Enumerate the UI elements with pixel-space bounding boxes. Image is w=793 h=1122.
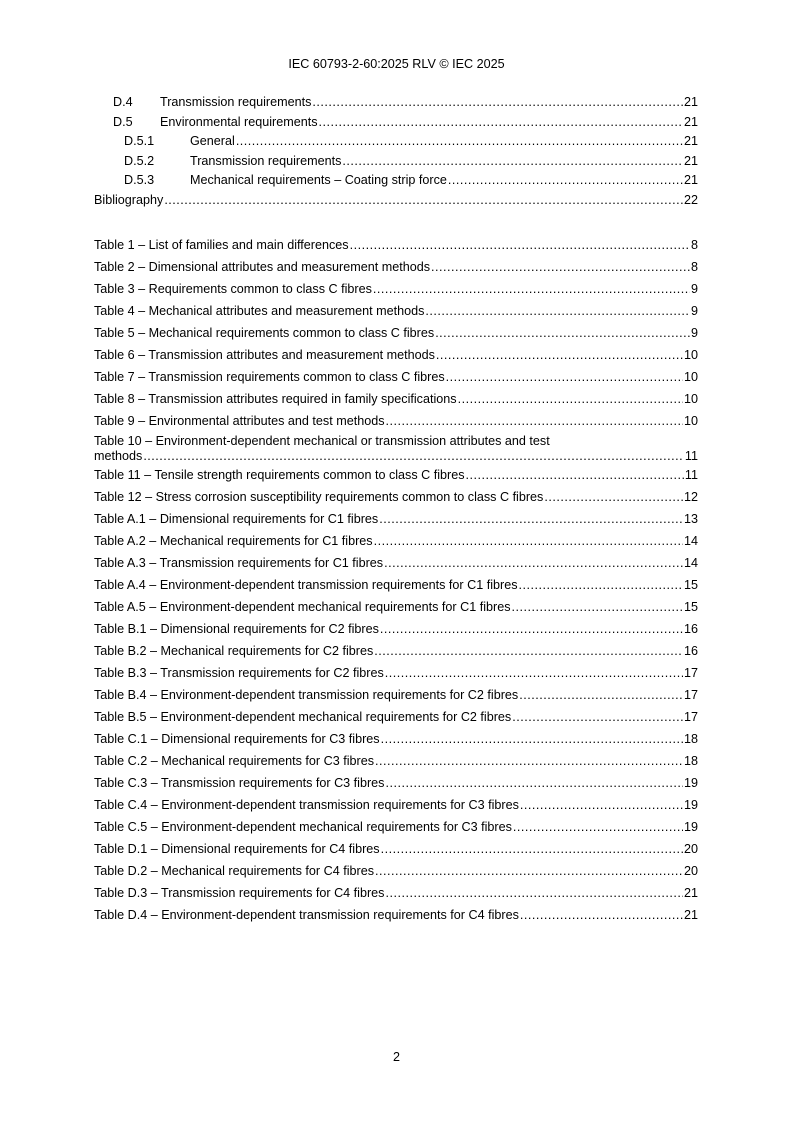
dot-leader <box>380 618 683 640</box>
toc-entry-page: 21 <box>683 134 698 149</box>
toc-table-page: 19 <box>683 798 698 812</box>
dot-leader <box>544 486 683 508</box>
toc-table-title: Table B.1 – Dimensional requirements for C2 fibres <box>94 622 379 636</box>
toc-table-page: 20 <box>683 864 698 878</box>
dot-leader <box>375 750 683 772</box>
dot-leader <box>435 322 690 344</box>
toc-table-page: 21 <box>683 886 698 900</box>
toc-table-page: 21 <box>683 908 698 922</box>
toc-entry[interactable] <box>94 93 698 113</box>
dot-leader <box>512 596 683 618</box>
toc-table-entry[interactable] <box>94 860 698 882</box>
toc-table-title: Table A.3 – Transmission requirements for C1 fibres <box>94 556 384 570</box>
dot-leader <box>386 410 683 432</box>
dot-leader <box>385 662 683 684</box>
toc-table-entry[interactable] <box>94 300 698 322</box>
toc-table-entry[interactable] <box>94 640 698 662</box>
toc-table-entry[interactable] <box>94 234 698 256</box>
toc-table-page: 10 <box>683 348 698 362</box>
toc-table-entry[interactable] <box>94 794 698 816</box>
toc-table-page: 9 <box>690 326 698 340</box>
toc-entry[interactable] <box>94 171 698 191</box>
toc-entry[interactable] <box>94 152 698 172</box>
dot-leader <box>164 191 683 211</box>
toc-table-entry[interactable] <box>94 388 698 410</box>
toc-entry-title: Transmission requirements <box>190 153 342 168</box>
dot-leader <box>143 449 684 464</box>
toc-table-entry[interactable] <box>94 322 698 344</box>
toc-table-page: 18 <box>683 754 698 768</box>
toc-table-title: Table 11 – Tensile strength requirements common to class C fibres <box>94 468 465 482</box>
toc-entry-title: Transmission requirements <box>160 95 312 109</box>
toc-table-title: Table C.1 – Dimensional requirements for C3 fibres <box>94 732 380 746</box>
dot-leader <box>520 794 683 816</box>
toc-table-entry[interactable] <box>94 530 698 552</box>
page-header: IEC 60793-2-60:2025 RLV © IEC 2025 <box>288 57 505 71</box>
toc-entry-page: 21 <box>683 153 698 168</box>
dot-leader <box>384 552 683 574</box>
dot-leader <box>350 234 690 256</box>
toc-table-entry[interactable] <box>94 618 698 640</box>
toc-entry[interactable] <box>94 113 698 133</box>
toc-table-entry[interactable] <box>94 410 698 432</box>
toc-table-page: 19 <box>683 820 698 834</box>
dot-leader <box>236 132 683 152</box>
toc-table-title: Table A.5 – Environment-dependent mechanical requirements for C1 fibres <box>94 600 511 614</box>
toc-table-title: Table D.1 – Dimensional requirements for C4 fibres <box>94 842 380 856</box>
toc-table-entry[interactable] <box>94 882 698 904</box>
toc-table-page: 15 <box>683 600 698 614</box>
dot-leader <box>319 113 683 133</box>
toc-table-title: Table 4 – Mechanical attributes and measurement methods <box>94 304 425 318</box>
toc-table-page: 20 <box>683 842 698 856</box>
toc-table-entry[interactable] <box>94 278 698 300</box>
dot-leader <box>385 772 683 794</box>
toc-table-entry[interactable] <box>94 432 698 464</box>
toc-table-title: Table A.2 – Mechanical requirements for C1 fibres <box>94 534 373 548</box>
toc-table-page: 12 <box>683 490 698 504</box>
toc-entry-page: 22 <box>683 192 698 207</box>
dot-leader <box>375 860 683 882</box>
toc-table-page: 14 <box>683 556 698 570</box>
toc-table-page: 9 <box>690 304 698 318</box>
toc-table-page: 18 <box>683 732 698 746</box>
toc-table-entry[interactable] <box>94 904 698 926</box>
dot-leader <box>374 530 683 552</box>
toc-table-page: 9 <box>690 282 698 296</box>
dot-leader <box>519 684 683 706</box>
toc-table-page: 16 <box>683 644 698 658</box>
toc-entry-page: 21 <box>683 95 698 109</box>
dot-leader <box>425 300 690 322</box>
toc-table-title: Table 2 – Dimensional attributes and measurement methods <box>94 260 431 274</box>
toc-table-title: Table 7 – Transmission requirements common to class C fibres <box>94 370 445 384</box>
page-number: 2 <box>392 1050 400 1064</box>
toc-table-title: Table B.5 – Environment-dependent mechanical requirements for C2 fibres <box>94 710 512 724</box>
toc-table-title: Table A.4 – Environment-dependent transmission requirements for C1 fibres <box>94 578 518 592</box>
dot-leader <box>458 388 683 410</box>
toc-entry[interactable] <box>94 132 698 152</box>
toc-table-title: Table 12 – Stress corrosion susceptibility requirements common to class C fibres <box>94 490 544 504</box>
toc-table-title: Table B.4 – Environment-dependent transmission requirements for C2 fibres <box>94 688 519 702</box>
toc-table-title: Table 6 – Transmission attributes and measurement methods <box>94 348 435 362</box>
toc-table-title: Table A.1 – Dimensional requirements for C1 fibres <box>94 512 379 526</box>
toc-entry-number: D.5.1 <box>124 134 155 149</box>
toc-table-entry[interactable] <box>94 772 698 794</box>
toc-table-page: 17 <box>683 666 698 680</box>
toc-table-title: Table C.4 – Environment-dependent transmission requirements for C3 fibres <box>94 798 519 812</box>
dot-leader <box>379 508 683 530</box>
toc-table-entry[interactable] <box>94 552 698 574</box>
list-of-tables <box>94 234 698 926</box>
toc-table-page: 8 <box>690 260 698 274</box>
toc-table-title: Table 9 – Environmental attributes and test methods <box>94 414 385 428</box>
toc-entry[interactable] <box>94 191 698 211</box>
dot-leader <box>520 904 683 926</box>
toc-table-entry[interactable] <box>94 684 698 706</box>
dot-leader <box>513 816 683 838</box>
toc-table-title: Table B.2 – Mechanical requirements for C2 fibres <box>94 644 374 658</box>
toc-table-entry[interactable] <box>94 508 698 530</box>
toc-table-page: 11 <box>684 449 698 463</box>
toc-table-page: 10 <box>683 392 698 406</box>
toc-table-title: Table D.4 – Environment-dependent transmission requirements for C4 fibres <box>94 908 519 922</box>
toc-entry-page: 21 <box>683 114 698 129</box>
toc-table-page: 15 <box>683 578 698 592</box>
toc-table-title: Table 5 – Mechanical requirements common to class C fibres <box>94 326 435 340</box>
dot-leader <box>446 366 683 388</box>
dot-leader <box>512 706 683 728</box>
toc-table-page: 11 <box>684 468 698 482</box>
toc-table-title: Table D.2 – Mechanical requirements for C4 fibres <box>94 864 374 878</box>
toc-table-page: 13 <box>683 512 698 526</box>
toc-table-page: 10 <box>683 370 698 384</box>
toc-table-page: 19 <box>683 776 698 790</box>
toc-table-entry[interactable] <box>94 838 698 860</box>
dot-leader <box>436 344 683 366</box>
toc-table-title: Table 8 – Transmission attributes required in family specifications <box>94 392 457 406</box>
dot-leader <box>381 728 683 750</box>
toc-table-title: Table 3 – Requirements common to class C fibres <box>94 282 372 296</box>
dot-leader <box>374 640 683 662</box>
toc-table-title: Table C.3 – Transmission requirements for C3 fibres <box>94 776 385 790</box>
dot-leader <box>312 93 683 113</box>
toc-table-title: Table 10 – Environment-dependent mechanical or transmission attributes and test <box>94 434 550 448</box>
toc-table-entry[interactable] <box>94 662 698 684</box>
toc-table-title: Table B.3 – Transmission requirements for C2 fibres <box>94 666 384 680</box>
dot-leader <box>431 256 690 278</box>
toc-entry-title: General <box>190 134 235 149</box>
toc-table-page: 14 <box>683 534 698 548</box>
toc-table-entry[interactable] <box>94 486 698 508</box>
toc-sections <box>94 93 698 211</box>
dot-leader <box>448 171 683 191</box>
toc-table-page: 10 <box>683 414 698 428</box>
dot-leader <box>342 152 683 172</box>
dot-leader <box>381 838 683 860</box>
toc-table-page: 17 <box>683 688 698 702</box>
dot-leader <box>519 574 683 596</box>
toc-table-entry[interactable] <box>94 816 698 838</box>
toc-table-entry[interactable] <box>94 574 698 596</box>
toc-entry-number: D.4 <box>113 95 133 109</box>
toc-entry-number: D.5 <box>113 114 133 129</box>
toc-table-entry[interactable] <box>94 256 698 278</box>
toc-table-page: 17 <box>683 710 698 724</box>
toc-table-entry[interactable] <box>94 750 698 772</box>
toc-table-title: Table 1 – List of families and main differences <box>94 238 349 252</box>
toc-table-entry[interactable] <box>94 464 698 486</box>
dot-leader <box>466 464 684 486</box>
toc-entry-title: Bibliography <box>94 192 164 207</box>
toc-entry-title: Mechanical requirements – Coating strip force <box>190 173 447 188</box>
toc-table-title: Table C.2 – Mechanical requirements for C3 fibres <box>94 754 374 768</box>
toc-table-page: 16 <box>683 622 698 636</box>
toc-table-title-cont: methods <box>94 449 143 463</box>
toc-table-entry[interactable] <box>94 344 698 366</box>
dot-leader <box>373 278 690 300</box>
toc-table-entry[interactable] <box>94 706 698 728</box>
toc-table-entry[interactable] <box>94 596 698 618</box>
toc-table-title: Table C.5 – Environment-dependent mechanical requirements for C3 fibres <box>94 820 512 834</box>
toc-entry-title: Environmental requirements <box>160 114 318 129</box>
toc-table-title-continued <box>94 449 698 464</box>
toc-table-entry[interactable] <box>94 366 698 388</box>
toc-entry-page: 21 <box>683 173 698 188</box>
toc-table-title: Table D.3 – Transmission requirements for C4 fibres <box>94 886 385 900</box>
toc-entry-number: D.5.2 <box>124 153 155 168</box>
dot-leader <box>385 882 683 904</box>
toc-table-page: 8 <box>690 238 698 252</box>
toc-table-entry[interactable] <box>94 728 698 750</box>
toc-entry-number: D.5.3 <box>124 173 155 188</box>
